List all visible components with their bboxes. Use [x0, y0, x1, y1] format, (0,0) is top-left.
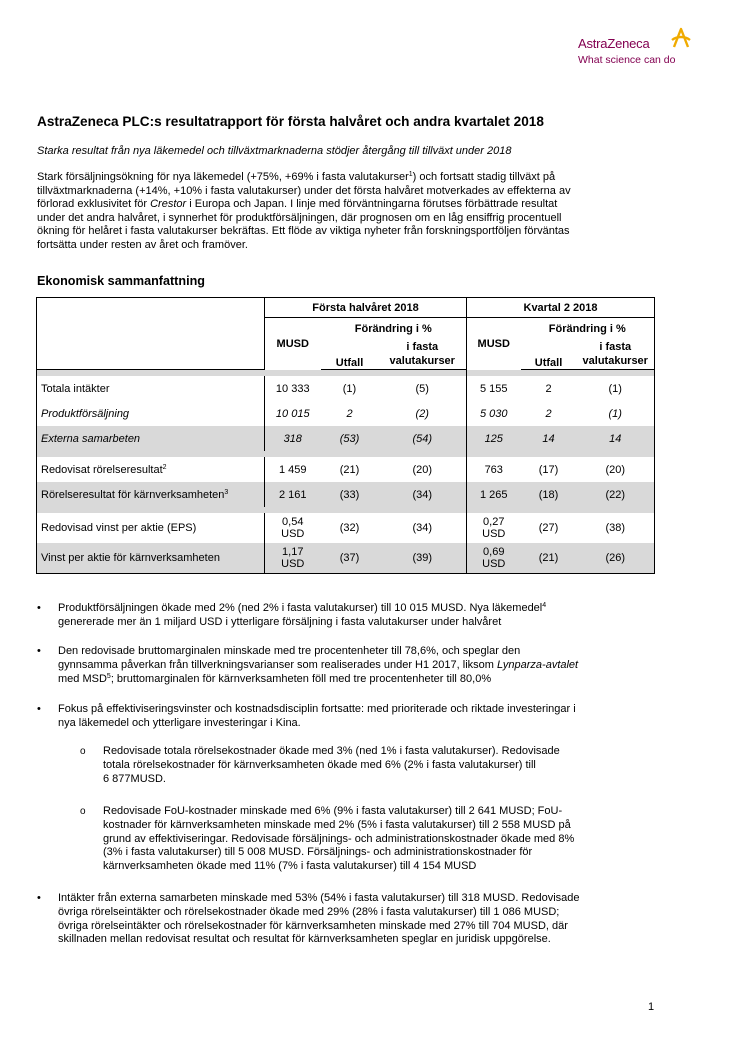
col-change-q2: Förändring i % [521, 318, 655, 340]
table-row: Vinst per aktie för kärnverksamheten 1,17 USD (37) (39) 0,69 USD (21) (26) [37, 543, 655, 573]
table-sub-header [37, 340, 655, 370]
table-row: Produktförsäljning 10 015 2 (2) 5 030 2 (1) [37, 401, 655, 426]
col-fixed-q2: i fasta valutakurser [577, 340, 655, 370]
astrazeneca-mark-icon [670, 26, 692, 50]
col-outcome-h1: Utfall [321, 340, 379, 370]
section-heading: Ekonomisk sammanfattning [37, 274, 205, 288]
table-change-header [37, 318, 655, 340]
table-row: Totala intäkter 10 333 (1) (5) 5 155 2 (1) [37, 376, 655, 401]
logo-brand-text: AstraZeneca [578, 36, 650, 51]
col-change-h1: Förändring i % [321, 318, 467, 340]
astrazeneca-logo [578, 26, 698, 70]
col-musd-h1: MUSD [265, 318, 321, 370]
page-number: 1 [648, 1001, 655, 1013]
col-musd-q2: MUSD [467, 318, 521, 370]
table-row: Redovisad vinst per aktie (EPS) 0,54 USD (32) (34) 0,27 USD (27) (38) [37, 513, 655, 543]
table-row: Redovisat rörelseresultat$^2$ 1 459 (21) (20) 763 (17) (20) [37, 457, 655, 482]
page-title: AstraZeneca PLC:s resultatrapport för första halvåret och andra kvartalet 2018 [37, 114, 544, 129]
table-row: Rörelseresultat för kärnverksamheten$^3$ 2 161 (33) (34) 1 265 (18) (22) [37, 482, 655, 507]
table-row: Externa samarbeten 318 (53) (54) 125 14 14 [37, 426, 655, 451]
col-fixed-h1: i fasta valutakurser [379, 340, 467, 370]
page-subtitle: Starka resultat från nya läkemedel och tillväxtmarknaderna stödjer återgång till tillväxt under 2018 [37, 145, 512, 157]
period-q2: Kvartal 2 2018 [467, 298, 655, 318]
logo-tagline: What science can do [578, 54, 676, 66]
col-outcome-q2: Utfall [521, 340, 577, 370]
intro-paragraph: Stark försäljningsökning för nya läkemedel (+75%, +69% i fasta valutakurser$^1$) och fortsatt stadig tillväxt på tillväxtmarknaderna (+14%, +10% i fasta valutakurser) under det första halvåret motverkades av effekterna av förlorad exklusivitet för Crestor i Europa och Japan. I linje med förväntningarna förutses förbättrade resultat under det andra halvåret, i synnerhet för produktförsäljningen, där prognosen om en låg ensiffrig procentuell ökning för helåret i fasta valutakurser bekräftas. Ett flöde av viktiga nyheter från forskningsportföljen förväntas fortsätta under resten av året och framöver. [37, 171, 571, 251]
financial-summary-table [36, 297, 655, 574]
period-first-half: Första halvåret 2018 [265, 298, 467, 318]
table-period-header [37, 298, 655, 318]
